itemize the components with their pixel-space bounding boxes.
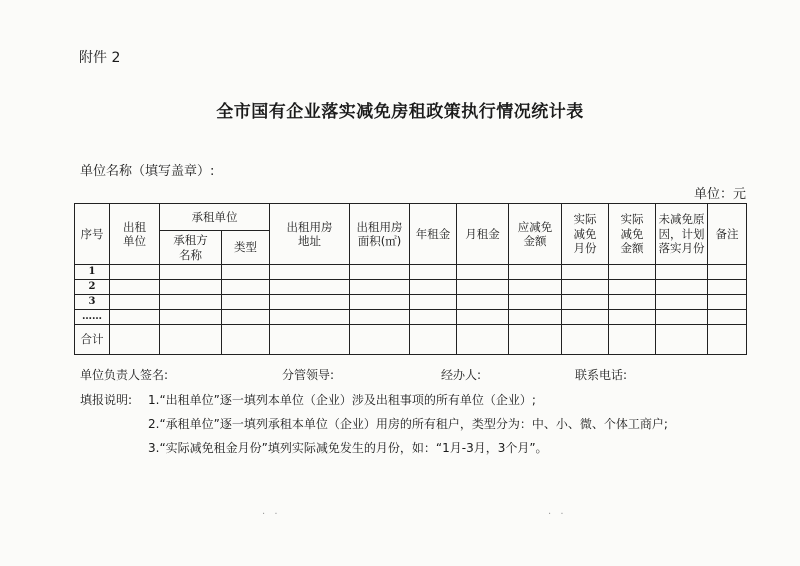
table-total-row <box>75 325 747 355</box>
signature-leader-label: 分管领导: <box>282 368 335 382</box>
header-due-reduction: 应减免金额 <box>509 204 562 265</box>
note-item: 3.“实际减免租金月份”填列实际减免发生的月份，如：“1月-3月，3个月”。 <box>148 441 548 455</box>
table-row <box>75 310 747 325</box>
table-row <box>75 295 747 310</box>
signature-handler-label: 经办人: <box>441 368 482 382</box>
row-number: 3 <box>75 295 110 310</box>
row-number: 1 <box>75 265 110 280</box>
table-header-row <box>75 204 747 231</box>
scan-mark: · · <box>262 509 281 520</box>
header-lessee-type: 类型 <box>222 231 270 265</box>
header-area: 出租用房面积(㎡) <box>350 204 410 265</box>
notes-label: 填报说明: <box>80 393 133 407</box>
currency-unit-label: 单位：元 <box>693 187 746 202</box>
table-row <box>75 265 747 280</box>
total-label: 合计 <box>75 325 110 355</box>
signature-phone-label: 联系电话: <box>575 368 628 382</box>
annex-label: 附件 2 <box>79 50 121 66</box>
statistics-table <box>74 203 747 355</box>
table-row <box>75 280 747 295</box>
header-seq: 序号 <box>75 204 110 265</box>
header-annual-rent: 年租金 <box>410 204 457 265</box>
header-remark: 备注 <box>708 204 747 265</box>
header-unreduced-reason: 未减免原因，计划落实月份 <box>656 204 708 265</box>
header-lessee-group: 承租单位 <box>160 204 270 231</box>
note-item: 1.“出租单位”逐一填列本单位（企业）涉及出租事项的所有单位（企业）; <box>148 393 536 407</box>
scan-mark: · · <box>548 509 567 520</box>
unit-name-label: 单位名称（填写盖章）: <box>80 164 215 179</box>
row-number: 2 <box>75 280 110 295</box>
header-actual-amount: 实际减免金额 <box>609 204 656 265</box>
note-item: 2.“承租单位”逐一填列承租本单位（企业）用房的所有租户，类型分为：中、小、微、个体工商户; <box>148 417 668 431</box>
header-monthly-rent: 月租金 <box>457 204 509 265</box>
document-title: 全市国有企业落实减免房租政策执行情况统计表 <box>216 102 584 122</box>
header-actual-months: 实际减免月份 <box>562 204 609 265</box>
header-lessor: 出租单位 <box>110 204 160 265</box>
header-lessee-name: 承租方名称 <box>160 231 222 265</box>
signature-head-label: 单位负责人签名: <box>80 368 169 382</box>
row-number: …… <box>75 310 110 325</box>
header-address: 出租用房地址 <box>270 204 350 265</box>
